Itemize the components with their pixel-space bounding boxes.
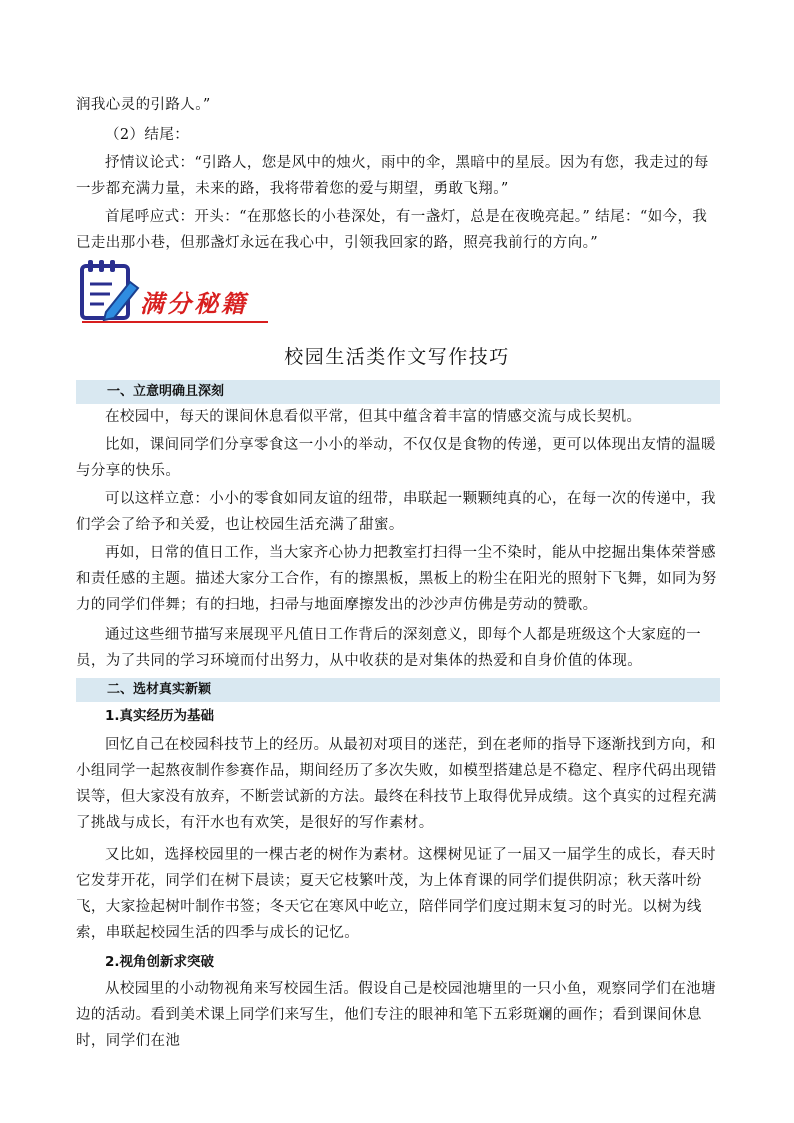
paragraph-continuation: 润我心灵的引路人。” <box>76 97 211 113</box>
section-heading <box>76 678 720 702</box>
ending-label: （2）结尾： <box>105 127 190 143</box>
paragraph-echo-ending: 首尾呼应式：开头：“在那悠长的小巷深处，有一盏灯，总是在夜晚亮起。” 结尾：“如今，我已走出那小巷，但那盏灯永远在我心中，引领我回家的路，照亮我前行的方向。” <box>76 209 708 251</box>
section-heading-text: 二、选材真实新颖 <box>107 682 212 697</box>
paragraph: 又比如，选择校园里的一棵古老的树作为素材。这棵树见证了一届又一届学生的成长，春天时它发芽开花，同学们在树下晨读；夏天它枝繁叶茂，为上体育课的同学们提供阴凉；秋天落叶纷飞，大家捡起树叶制作书签；冬天它在寒风中屹立，陪伴同学们度过期末复习的时光。以树为线索，串联起校园生活的四季与成长的记忆。 <box>76 847 716 941</box>
paragraph: 可以这样立意：小小的零食如同友谊的纽带，串联起一颗颗纯真的心，在每一次的传递中，我们学会了给予和关爱，也让校园生活充满了甜蜜。 <box>76 491 716 533</box>
section-heading-text: 一、立意明确且深刻 <box>107 384 225 399</box>
section-heading <box>76 380 720 404</box>
subheading: 1.真实经历为基础 <box>105 708 215 724</box>
paragraph-lyric-ending: 抒情议论式：“引路人，您是风中的烛火，雨中的伞，黑暗中的星辰。因为有您，我走过的每一步都充满力量，未来的路，我将带着您的爱与期望，勇敢飞翔。” <box>76 155 709 197</box>
page-title: 校园生活类作文写作技巧 <box>284 346 510 368</box>
paragraph: 比如，课间同学们分享零食这一小小的举动，不仅仅是食物的传递，更可以体现出友情的温暖与分享的快乐。 <box>76 437 716 479</box>
banner-title: 满分秘籍 <box>140 289 248 318</box>
subheading: 2.视角创新求突破 <box>105 954 215 970</box>
paragraph: 通过这些细节描写来展现平凡值日工作背后的深刻意义，即每个人都是班级这个大家庭的一员，为了共同的学习环境而付出努力，从中收获的是对集体的热爱和自身价值的体现。 <box>76 627 701 669</box>
paragraph: 再如，日常的值日工作，当大家齐心协力把教室打扫得一尘不染时，能从中挖掘出集体荣誉感和责任感的主题。描述大家分工合作，有的擦黑板，黑板上的粉尘在阳光的照射下飞舞，如同为努力的同学们伴舞；有的扫地，扫帚与地面摩擦发出的沙沙声仿佛是劳动的赞歌。 <box>76 545 717 613</box>
paragraph: 从校园里的小动物视角来写校园生活。假设自己是校园池塘里的一只小鱼，观察同学们在池塘边的活动。看到美术课上同学们来写生，他们专注的眼神和笔下五彩斑斓的画作；看到课间休息时，同学们在池 <box>76 981 716 1049</box>
paragraph: 回忆自己在校园科技节上的经历。从最初对项目的迷茫，到在老师的指导下逐渐找到方向，和小组同学一起熬夜制作参赛作品，期间经历了多次失败，如模型搭建总是不稳定、程序代码出现错误等，但大家没有放弃，不断尝试新的方法。最终在科技节上取得优异成绩。这个真实的过程充满了挑战与成长，有汗水也有欢笑，是很好的写作素材。 <box>76 737 717 831</box>
paragraph: 在校园中，每天的课间休息看似平常，但其中蕴含着丰富的情感交流与成长契机。 <box>105 409 642 425</box>
